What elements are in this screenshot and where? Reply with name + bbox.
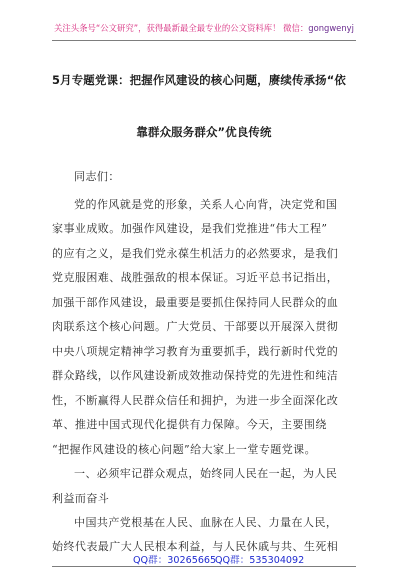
body-line: 中国共产党根基在人民、血脉在人民、力量在人民， [74, 516, 338, 529]
header-divider [52, 40, 356, 41]
footer-qq-number: 535304092 [249, 555, 305, 566]
document-title-line-2: 靠群众服务群众”优良传统 [136, 125, 272, 139]
footer-qq-label: QQ群： [133, 555, 168, 566]
body-line: 的应有之义，是我们党永葆生机活力的必然要求，是我们 [52, 247, 339, 260]
section-heading-line: 利益而奋斗 [52, 492, 110, 505]
body-line: 中央八项规定精神学习教育为重要抓手，践行新时代党的 [52, 345, 339, 358]
body-line: 党克服困难、战胜强敌的根本保证。习近平总书记指出， [52, 271, 339, 284]
body-line: 肉联系这个核心问题。广大党员、干部要以开展深入贯彻 [52, 320, 339, 333]
footer-qq-number: 30265665 [167, 555, 217, 566]
footer-divider [52, 566, 356, 567]
footer-qq-group-1 [133, 552, 216, 566]
body-line: 加强干部作风建设，最重要是要抓住保持同人民群众的血 [52, 296, 339, 309]
body-line: 群众路线，以作风建设新成效推动保持党的先进性和纯洁 [52, 369, 339, 382]
body-line: 始终代表最广大人民根本利益，与人民休戚与共、生死相 [52, 540, 339, 553]
header-promo-text: 关注头条号“公文研究”，获得最新最全最专业的公文资料库！ 微信： [54, 23, 309, 33]
body-line: 家事业成败。加强作风建设，是我们党推进“伟大工程” [52, 222, 328, 235]
salutation: 同志们： [74, 170, 120, 183]
header-banner [0, 22, 408, 34]
footer-qq-label: QQ群： [215, 555, 250, 566]
body-line: “把握作风建设的核心问题”给大家上一堂专题党课。 [52, 443, 317, 456]
body-line: 革、推进中国式现代化提供有力保障。今天，主要围绕 [52, 418, 327, 431]
document-title-line-1: 5月专题党课：把握作风建设的核心问题，赓续传承扬“依 [52, 73, 346, 87]
body-line: 党的作风就是党的形象，关系人心向背，决定党和国 [74, 198, 338, 211]
header-wechat-id: gongwenyj [308, 23, 354, 33]
section-heading-line: 一、必须牢记群众观点，始终同人民在一起，为人民 [74, 467, 338, 480]
body-line: 性，不断赢得人民群众信任和拥护，为进一步全面深化改 [52, 394, 339, 407]
footer-qq-group-2 [215, 552, 304, 566]
